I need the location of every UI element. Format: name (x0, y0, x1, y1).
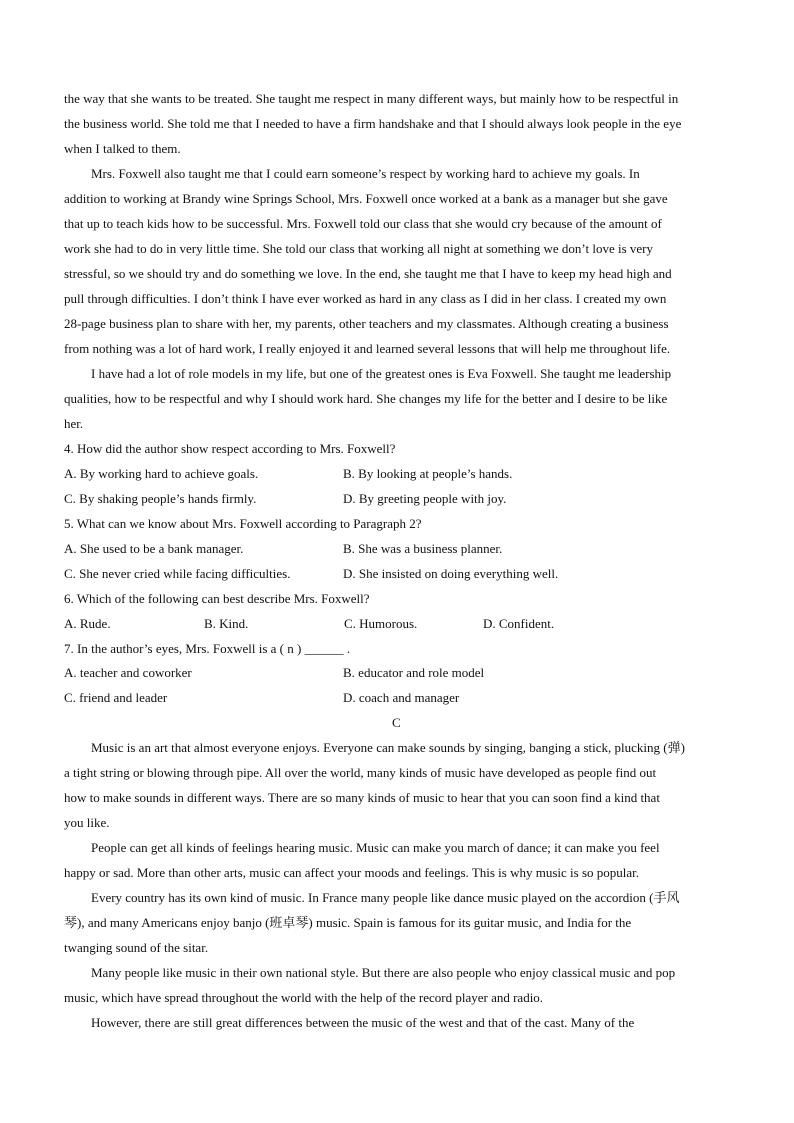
text-line: People can get all kinds of feelings hearing music. Music can make you march of dance; it can make you feel (91, 840, 660, 855)
text-line: Every country has its own kind of music. In France many people like dance music played on the accordion (手风 (91, 890, 680, 905)
option-a[interactable]: A. She used to be a bank manager. (64, 541, 244, 556)
question-stem: 5. What can we know about Mrs. Foxwell according to Paragraph 2? (64, 516, 422, 531)
text-line: twanging sound of the sitar. (64, 940, 209, 955)
text-line: I have had a lot of role models in my life, but one of the greatest ones is Eva Foxwell. She taught me leadership (91, 366, 672, 381)
text-line: that up to teach kids how to be successful. Mrs. Foxwell told our class that she would cry because of the amount of (64, 216, 662, 231)
text-line: when I talked to them. (64, 141, 181, 156)
option-c[interactable]: C. friend and leader (64, 690, 168, 705)
option-a[interactable]: A. By working hard to achieve goals. (64, 466, 259, 481)
text-line: you like. (64, 815, 110, 830)
text-line: from nothing was a lot of hard work, I really enjoyed it and learned several lessons that will help me throughout life. (64, 341, 671, 356)
question-stem: 4. How did the author show respect according to Mrs. Foxwell? (64, 441, 396, 456)
option-b[interactable]: B. She was a business planner. (343, 541, 503, 556)
option-d[interactable]: D. By greeting people with joy. (343, 491, 507, 506)
option-b[interactable]: B. Kind. (204, 616, 249, 631)
text-line: Many people like music in their own national style. But there are also people who enjoy classical music and pop (91, 965, 676, 980)
question-stem: 6. Which of the following can best describe Mrs. Foxwell? (64, 591, 370, 606)
text-line: 琴), and many Americans enjoy banjo (班卓琴) music. Spain is famous for its guitar music, and India for the (64, 915, 632, 930)
text-line: addition to working at Brandy wine Springs School, Mrs. Foxwell once worked at a bank as a manager but she gave (64, 191, 668, 206)
option-b[interactable]: B. By looking at people’s hands. (343, 466, 513, 481)
option-a[interactable]: A. Rude. (64, 616, 111, 631)
text-line: stressful, so we should try and do something we love. In the end, she taught me that I have to keep my head high and (64, 266, 672, 281)
text-line: how to make sounds in different ways. There are so many kinds of music to hear that you can soon find a kind that (64, 790, 660, 805)
option-c[interactable]: C. She never cried while facing difficulties. (64, 566, 291, 581)
text-line: However, there are still great differences between the music of the west and that of the cast. Many of the (91, 1015, 635, 1030)
option-b[interactable]: B. educator and role model (343, 665, 485, 680)
option-d[interactable]: D. She insisted on doing everything well. (343, 566, 559, 581)
text-line: the business world. She told me that I needed to have a firm handshake and that I should always look people in the eye (64, 116, 682, 131)
text-line: work she had to do in very little time. She told our class that working all night at something we don’t love is very (64, 241, 653, 256)
text-line: music, which have spread throughout the world with the help of the record player and radio. (64, 990, 544, 1005)
text-line: Mrs. Foxwell also taught me that I could earn someone’s respect by working hard to achieve my goals. In (91, 166, 640, 181)
question-stem: 7. In the author’s eyes, Mrs. Foxwell is a ( n ) ______ . (64, 641, 351, 656)
option-a[interactable]: A. teacher and coworker (64, 665, 192, 680)
text-line: her. (64, 416, 84, 431)
text-line: Music is an art that almost everyone enjoys. Everyone can make sounds by singing, banging a stick, plucking (弹) (91, 740, 685, 755)
text-line: happy or sad. More than other arts, music can affect your moods and feelings. This is why music is so popular. (64, 865, 640, 880)
option-c[interactable]: C. Humorous. (344, 616, 418, 631)
text-line: the way that she wants to be treated. She taught me respect in many different ways, but mainly how to be respectful in (64, 91, 679, 106)
text-line: a tight string or blowing through pipe. All over the world, many kinds of music have developed as people find out (64, 765, 657, 780)
text-line: qualities, how to be respectful and why I should work hard. She changes my life for the better and I desire to be like (64, 391, 668, 406)
section-heading: C (392, 715, 401, 730)
option-d[interactable]: D. coach and manager (343, 690, 460, 705)
text-line: pull through difficulties. I don’t think I have ever worked as hard in any class as I did in her class. I created my own (64, 291, 667, 306)
text-line: 28-page business plan to share with her, my parents, other teachers and my classmates. Although creating a business (64, 316, 669, 331)
option-c[interactable]: C. By shaking people’s hands firmly. (64, 491, 257, 506)
option-d[interactable]: D. Confident. (483, 616, 555, 631)
